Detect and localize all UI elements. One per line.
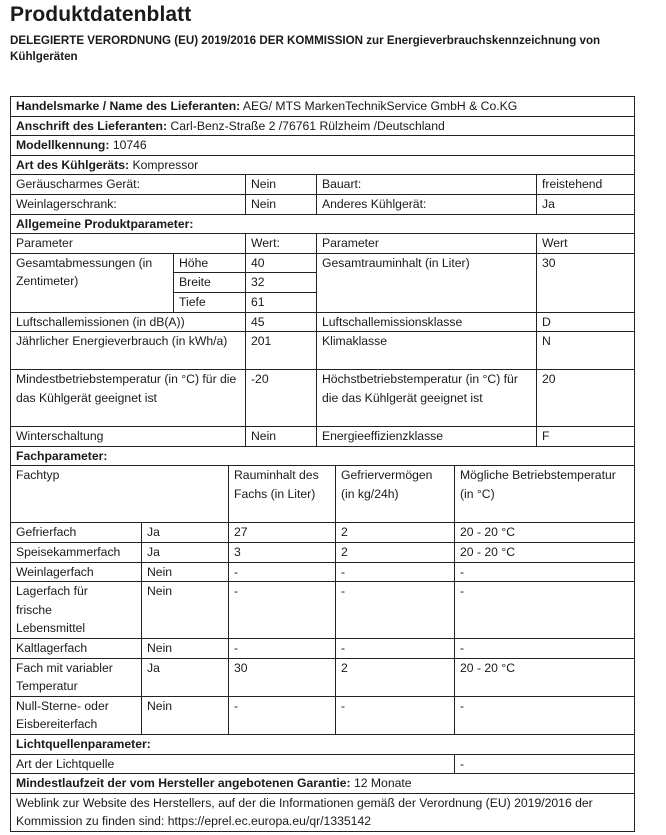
row-warranty [11,774,635,794]
col-volume-header: Rauminhalt des Fachs (in Liter) [229,466,336,523]
compartment-row [11,582,635,639]
volume-label: Gesamtrauminhalt (in Liter) [317,253,537,312]
row-height [11,253,635,273]
compartment-type: Null-Sterne- oder Eisbereiterfach [11,696,142,734]
compartment-volume: - [229,639,336,659]
address-label: Anschrift des Lieferanten: [16,118,168,133]
energy-label: Jährlicher Energieverbrauch (in kWh/a) [11,332,246,370]
col-value2-header: Wert [537,234,635,254]
product-data-grid [10,96,635,832]
compartment-volume: - [229,562,336,582]
compartment-freeze: 2 [336,542,455,562]
brand-label: Handelsmarke / Name des Lieferanten: [16,99,241,113]
compartment-section-title: Fachparameter: [11,446,635,466]
page-subtitle: DELEGIERTE VERORDNUNG (EU) 2019/2016 DER KOMMISSION zur Energieverbrauchskennzeichnung von Kühlgeräten [10,34,601,63]
row-winter [11,427,635,447]
compartment-temp: - [455,582,635,639]
general-section-title: Allgemeine Produktparameter: [11,214,635,234]
low-noise-value: Nein [246,175,317,195]
device-type-value: Kompressor [129,157,199,172]
efficiency-value: F [537,427,635,447]
col-freeze-header: Gefriervermögen (in kg/24h) [336,466,455,523]
compartment-freeze: - [336,582,455,639]
max-temp-label: Höchstbetriebstemperatur (in °C) für die das Kühlgerät geeignet ist [317,370,537,427]
row-wine-cabinet [11,194,635,214]
winter-value: Nein [246,427,317,447]
height-value: 40 [246,253,317,273]
weblink-text: Weblink zur Website des Herstellers, auf der die Informationen gemäß der Verordnung (EU) 2019/2016 der Kommission zu finden sind: https://eprel.ec.europa.eu/qr/1335142 [11,793,635,831]
compartment-present: Nein [142,696,229,734]
compartment-temp: - [455,639,635,659]
col-value-header: Wert: [246,234,317,254]
row-light-section [11,735,635,755]
compartment-type: Kaltlagerfach [11,639,142,659]
col-type-header: Fachtyp [11,466,229,523]
col-param-header: Parameter [11,234,246,254]
compartment-row [11,696,635,734]
row-compartment-header [11,466,635,523]
wine-cabinet-value: Nein [246,194,317,214]
noise-class-value: D [537,312,635,332]
low-noise-label: Geräuscharmes Gerät: [11,175,246,195]
row-model [11,136,635,156]
compartment-freeze: - [336,696,455,734]
compartment-temp: - [455,696,635,734]
light-type-value: - [455,754,635,774]
compartment-row [11,523,635,543]
other-appliance-value: Ja [537,194,635,214]
compartment-freeze: 2 [336,523,455,543]
compartment-freeze: - [336,562,455,582]
light-section-title: Lichtquellenparameter: [11,735,635,755]
compartment-type: Fach mit variabler Temperatur [11,658,142,696]
design-value: freistehend [537,175,635,195]
min-temp-value: -20 [246,370,317,427]
winter-label: Winterschaltung [11,427,246,447]
energy-value: 201 [246,332,317,370]
model-label: Modellkennung: [16,138,110,153]
row-noise [11,312,635,332]
efficiency-label: Energieeffizienzklasse [317,427,537,447]
compartment-freeze: 2 [336,658,455,696]
climate-value: N [537,332,635,370]
col-param2-header: Parameter [317,234,537,254]
row-general-section [11,214,635,234]
compartment-row [11,542,635,562]
row-energy [11,332,635,370]
compartment-present: Nein [142,562,229,582]
row-light-type [11,754,635,774]
row-compartment-section [11,446,635,466]
model-value: 10746 [109,138,147,153]
compartment-type: Speisekammerfach [11,542,142,562]
compartment-temp: 20 - 20 °C [455,542,635,562]
light-type-label: Art der Lichtquelle [11,754,455,774]
dimensions-label: Gesamtabmessungen (in Zentimeter) [11,253,174,312]
compartment-type: Lagerfach für frische Lebensmittel [11,582,142,639]
compartment-row [11,639,635,659]
compartment-volume: 3 [229,542,336,562]
noise-value: 45 [246,312,317,332]
compartment-temp: 20 - 20 °C [455,523,635,543]
brand-value: AEG/ MTS MarkenTechnikService GmbH & Co.KG [240,99,518,113]
depth-value: 61 [246,292,317,312]
compartment-temp: 20 - 20 °C [455,658,635,696]
col-temp-header: Mögliche Betriebstemperatur (in °C) [455,466,635,523]
noise-class-label: Luftschallemissionsklasse [317,312,537,332]
device-type-label: Art des Kühlgeräts: [16,157,130,172]
compartment-type: Weinlagerfach [11,562,142,582]
address-value: Carl-Benz-Straße 2 /76761 Rülzheim /Deutschland [167,118,445,133]
row-address [11,116,635,136]
height-label: Höhe [174,253,246,273]
compartment-freeze: - [336,639,455,659]
compartment-type: Gefrierfach [11,523,142,543]
page-title: Produktdatenblatt [10,3,192,26]
design-label: Bauart: [317,175,537,195]
compartment-present: Nein [142,582,229,639]
row-general-header [11,234,635,254]
compartment-row [11,562,635,582]
width-value: 32 [246,273,317,293]
warranty-value: 12 Monate [350,776,412,791]
compartment-present: Ja [142,542,229,562]
other-appliance-label: Anderes Kühlgerät: [317,194,537,214]
warranty-label: Mindestlaufzeit der vom Hersteller angebotenen Garantie: [16,776,351,791]
width-label: Breite [174,273,246,293]
row-operating-temp [11,370,635,427]
max-temp-value: 20 [537,370,635,427]
compartment-temp: - [455,562,635,582]
compartment-present: Ja [142,658,229,696]
row-weblink [11,793,635,831]
wine-cabinet-label: Weinlagerschrank: [11,194,246,214]
compartment-row [11,658,635,696]
compartment-volume: - [229,582,336,639]
noise-label: Luftschallemissionen (in dB(A)) [11,312,246,332]
row-device-type [11,155,635,175]
compartment-volume: 30 [229,658,336,696]
row-brand [11,97,635,117]
volume-value: 30 [537,253,635,312]
compartment-volume: 27 [229,523,336,543]
compartment-present: Ja [142,523,229,543]
depth-label: Tiefe [174,292,246,312]
compartment-present: Nein [142,639,229,659]
min-temp-label: Mindestbetriebstemperatur (in °C) für die das Kühlgerät geeignet ist [11,370,246,427]
compartment-volume: - [229,696,336,734]
climate-label: Klimaklasse [317,332,537,370]
row-low-noise [11,175,635,195]
